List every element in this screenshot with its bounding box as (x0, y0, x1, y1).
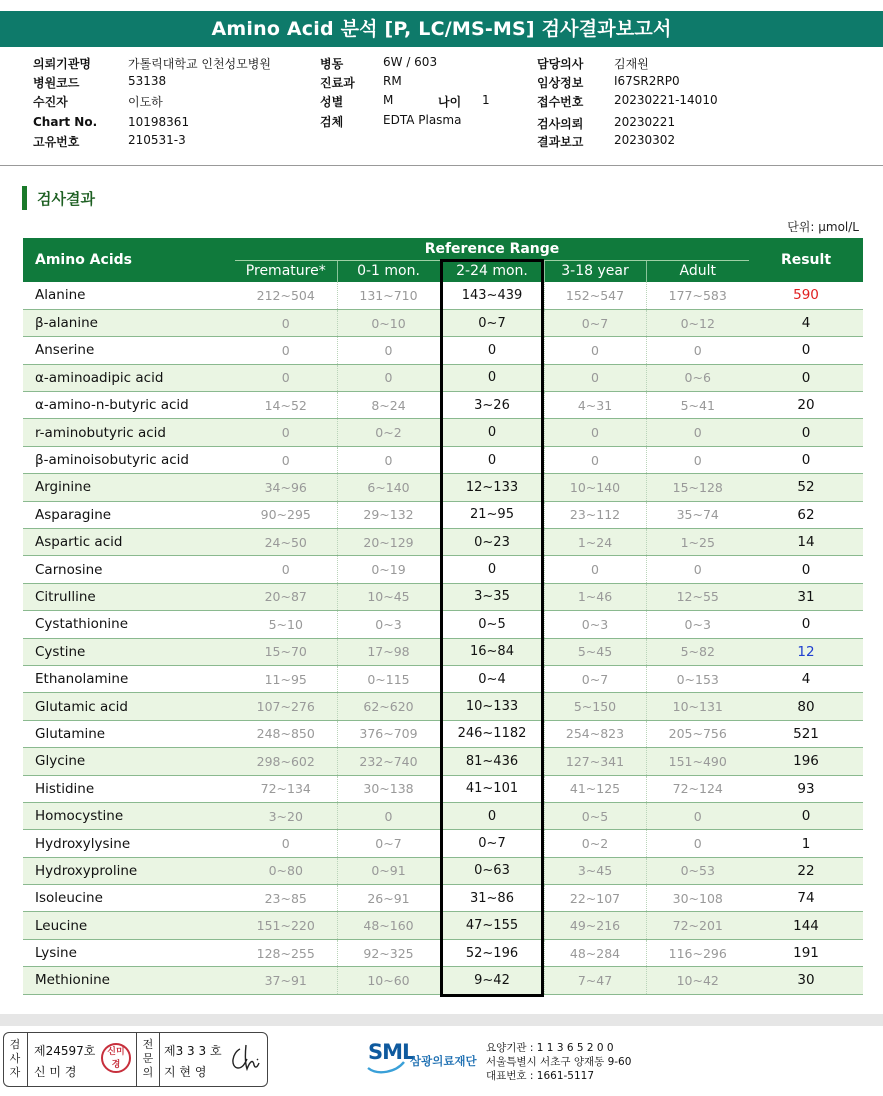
reference-range-cell: 0~7 (337, 830, 440, 857)
reference-range-cell: 12~55 (646, 583, 749, 610)
amino-acid-name: Cystine (23, 638, 235, 665)
reference-range-cell: 0~3 (337, 611, 440, 638)
amino-acid-name: Cystathionine (23, 611, 235, 638)
reference-range-cell: 72~201 (646, 912, 749, 939)
signature-box (3, 1032, 268, 1087)
amino-acid-name: Isoleucine (23, 885, 235, 912)
value-ward: 6W / 603 (383, 55, 438, 69)
header-range-adult: Adult (646, 260, 749, 282)
reference-range-cell: 0~53 (646, 857, 749, 884)
amino-acid-name: Hydroxylysine (23, 830, 235, 857)
table-row (23, 364, 863, 391)
header-range-premature: Premature* (235, 260, 337, 282)
table-row (23, 665, 863, 692)
reference-range-cell: 5~41 (646, 392, 749, 419)
table-row (23, 830, 863, 857)
result-value: 521 (749, 720, 863, 747)
label-age: 나이 (438, 95, 462, 109)
reference-range-cell: 254~823 (544, 720, 646, 747)
header-range-2-24-mon: 2-24 mon. (440, 260, 544, 282)
table-row (23, 802, 863, 829)
lab-info (486, 1041, 631, 1083)
result-value: 0 (749, 337, 863, 364)
reference-range-cell: 0 (646, 337, 749, 364)
reference-range-cell: 0~7 (440, 830, 544, 857)
reference-range-cell: 6~140 (337, 474, 440, 501)
reference-range-cell: 72~134 (235, 775, 337, 802)
value-chart-no: 10198361 (128, 115, 190, 129)
logo-mark: SML (368, 1040, 415, 1064)
reference-range-cell: 35~74 (646, 501, 749, 528)
reference-range-cell: 17~98 (337, 638, 440, 665)
reference-range-cell: 11~95 (235, 665, 337, 692)
result-value: 196 (749, 748, 863, 775)
reference-range-cell: 8~24 (337, 392, 440, 419)
header-range-0-1-mon: 0-1 mon. (337, 260, 440, 282)
reference-range-cell: 90~295 (235, 501, 337, 528)
result-value: 590 (749, 282, 863, 309)
reference-range-cell: 10~42 (646, 967, 749, 994)
reference-range-cell: 0 (235, 446, 337, 473)
label-clinical-info: 임상정보 (537, 76, 584, 90)
reference-range-cell: 0~4 (440, 665, 544, 692)
table-row (23, 885, 863, 912)
value-patient: 이도하 (128, 95, 163, 109)
result-value: 0 (749, 419, 863, 446)
result-value: 4 (749, 665, 863, 692)
reference-range-cell: 48~160 (337, 912, 440, 939)
reference-range-cell: 0 (646, 419, 749, 446)
label-ward: 병동 (320, 57, 344, 71)
value-doctor: 김재원 (614, 57, 649, 71)
lab-phone: 대표번호 : 1661-5117 (486, 1070, 595, 1082)
label-chart-no: Chart No. (33, 115, 98, 129)
reference-range-cell: 0 (235, 830, 337, 857)
reference-range-cell: 24~50 (235, 529, 337, 556)
value-clinical-info: I67SR2RP0 (614, 74, 680, 88)
table-row (23, 693, 863, 720)
reference-range-cell: 0~23 (440, 529, 544, 556)
reference-range-cell: 5~45 (544, 638, 646, 665)
footer-band (0, 1014, 883, 1026)
reference-range-cell: 0 (337, 802, 440, 829)
reference-range-cell: 0~91 (337, 857, 440, 884)
label-receipt-no: 접수번호 (537, 95, 584, 109)
amino-acid-name: Glutamine (23, 720, 235, 747)
reference-range-cell: 23~85 (235, 885, 337, 912)
reference-range-cell: 21~95 (440, 501, 544, 528)
report-title: Amino Acid 분석 [P, LC/MS-MS] 검사결과보고서 (0, 11, 883, 47)
result-value: 20 (749, 392, 863, 419)
amino-acid-name: Glutamic acid (23, 693, 235, 720)
reference-range-cell: 7~47 (544, 967, 646, 994)
inspector-license-no: 제24597호 (34, 1044, 96, 1058)
table-row (23, 857, 863, 884)
table-row (23, 912, 863, 939)
reference-range-cell: 0~63 (440, 857, 544, 884)
result-value: 0 (749, 802, 863, 829)
unit-label: 단위: μmol/L (787, 220, 859, 234)
reference-range-cell: 3~45 (544, 857, 646, 884)
reference-range-cell: 0 (544, 446, 646, 473)
reference-range-cell: 0 (544, 419, 646, 446)
reference-range-cell: 15~70 (235, 638, 337, 665)
reference-range-cell: 151~490 (646, 748, 749, 775)
inspector-vertical-label: 검 사 자 (9, 1038, 21, 1079)
result-value: 74 (749, 885, 863, 912)
amino-acid-name: α-amino-n-butyric acid (23, 392, 235, 419)
table-row (23, 282, 863, 309)
reference-range-cell: 0 (646, 556, 749, 583)
reference-range-cell: 0 (235, 309, 337, 336)
reference-range-cell: 0~3 (544, 611, 646, 638)
reference-range-cell: 143~439 (440, 282, 544, 309)
reference-range-cell: 49~216 (544, 912, 646, 939)
amino-acid-name: β-aminoisobutyric acid (23, 446, 235, 473)
reference-range-cell: 0 (440, 556, 544, 583)
label-doctor: 담당의사 (537, 57, 584, 71)
logo-name: 삼광의료재단 (410, 1054, 477, 1068)
result-value: 62 (749, 501, 863, 528)
reference-range-cell: 128~255 (235, 939, 337, 966)
reference-range-cell: 116~296 (646, 939, 749, 966)
amino-acid-name: Carnosine (23, 556, 235, 583)
result-value: 12 (749, 638, 863, 665)
reference-range-cell: 0~6 (646, 364, 749, 391)
result-value: 93 (749, 775, 863, 802)
label-department: 진료과 (320, 76, 355, 90)
value-request-date: 20230221 (614, 115, 676, 129)
result-value: 0 (749, 556, 863, 583)
amino-acid-name: Hydroxyproline (23, 857, 235, 884)
reference-range-cell: 22~107 (544, 885, 646, 912)
result-value: 80 (749, 693, 863, 720)
reference-range-cell: 0 (235, 556, 337, 583)
label-unique-no: 고유번호 (33, 135, 80, 149)
table-row (23, 775, 863, 802)
label-institution: 의뢰기관명 (33, 57, 91, 71)
reference-range-cell: 3~26 (440, 392, 544, 419)
result-value: 4 (749, 309, 863, 336)
header-divider (0, 165, 883, 166)
reference-range-cell: 12~133 (440, 474, 544, 501)
reference-range-cell: 37~91 (235, 967, 337, 994)
reference-range-cell: 10~133 (440, 693, 544, 720)
reference-range-cell: 127~341 (544, 748, 646, 775)
result-value: 0 (749, 446, 863, 473)
reference-range-cell: 15~128 (646, 474, 749, 501)
result-value: 14 (749, 529, 863, 556)
reference-range-cell: 29~132 (337, 501, 440, 528)
reference-range-cell: 30~108 (646, 885, 749, 912)
label-sex: 성별 (320, 95, 344, 109)
result-value: 0 (749, 611, 863, 638)
reference-range-cell: 0~10 (337, 309, 440, 336)
reference-range-cell: 0 (646, 802, 749, 829)
table-row (23, 419, 863, 446)
reference-range-cell: 34~96 (235, 474, 337, 501)
label-patient: 수진자 (33, 95, 68, 109)
reference-range-cell: 0~7 (544, 309, 646, 336)
result-value: 144 (749, 912, 863, 939)
reference-range-cell: 0~3 (646, 611, 749, 638)
result-value: 1 (749, 830, 863, 857)
reference-range-cell: 298~602 (235, 748, 337, 775)
reference-range-cell: 0 (440, 419, 544, 446)
table-row (23, 309, 863, 336)
reference-range-cell: 376~709 (337, 720, 440, 747)
reference-range-cell: 0 (235, 364, 337, 391)
amino-acid-name: Alanine (23, 282, 235, 309)
result-value: 30 (749, 967, 863, 994)
reference-range-cell: 5~10 (235, 611, 337, 638)
header-range-3-18-year: 3-18 year (544, 260, 646, 282)
reference-range-cell: 0 (440, 364, 544, 391)
reference-range-cell: 0~19 (337, 556, 440, 583)
table-row (23, 967, 863, 994)
reference-range-cell: 232~740 (337, 748, 440, 775)
specialist-license-no: 제3 3 3 호 (164, 1044, 222, 1058)
reference-range-cell: 0 (646, 446, 749, 473)
patient-info (0, 55, 883, 155)
value-institution: 가톨릭대학교 인천성모병원 (128, 57, 271, 71)
reference-range-cell: 0 (544, 556, 646, 583)
results-table (23, 238, 863, 995)
amino-acid-name: r-aminobutyric acid (23, 419, 235, 446)
table-row (23, 748, 863, 775)
reference-range-cell: 1~24 (544, 529, 646, 556)
reference-range-cell: 0 (440, 802, 544, 829)
reference-range-cell: 30~138 (337, 775, 440, 802)
sml-logo (368, 1040, 488, 1080)
reference-range-cell: 131~710 (337, 282, 440, 309)
reference-range-cell: 0~7 (544, 665, 646, 692)
reference-range-cell: 10~140 (544, 474, 646, 501)
reference-range-cell: 3~20 (235, 802, 337, 829)
reference-range-cell: 0 (235, 419, 337, 446)
amino-acid-name: Homocystine (23, 802, 235, 829)
reference-range-cell: 0~7 (440, 309, 544, 336)
reference-range-cell: 41~125 (544, 775, 646, 802)
reference-range-cell: 0 (337, 337, 440, 364)
table-row (23, 392, 863, 419)
header-reference-range: Reference Range (235, 238, 749, 260)
value-sex: M (383, 93, 394, 107)
reference-range-cell: 72~124 (646, 775, 749, 802)
reference-range-cell: 0 (235, 337, 337, 364)
reference-range-cell: 16~84 (440, 638, 544, 665)
label-hospital-code: 병원코드 (33, 76, 80, 90)
reference-range-cell: 0 (337, 364, 440, 391)
table-row (23, 474, 863, 501)
reference-range-cell: 0~12 (646, 309, 749, 336)
reference-range-cell: 81~436 (440, 748, 544, 775)
amino-acid-name: Citrulline (23, 583, 235, 610)
reference-range-cell: 92~325 (337, 939, 440, 966)
table-row (23, 446, 863, 473)
table-row (23, 939, 863, 966)
amino-acid-name: α-aminoadipic acid (23, 364, 235, 391)
reference-range-cell: 107~276 (235, 693, 337, 720)
reference-range-cell: 0~153 (646, 665, 749, 692)
value-report-date: 20230302 (614, 133, 676, 147)
reference-range-cell: 48~284 (544, 939, 646, 966)
reference-range-cell: 0 (440, 446, 544, 473)
reference-range-cell: 205~756 (646, 720, 749, 747)
value-specimen: EDTA Plasma (383, 113, 462, 127)
table-row (23, 583, 863, 610)
amino-acid-name: Ethanolamine (23, 665, 235, 692)
reference-range-cell: 1~25 (646, 529, 749, 556)
reference-range-cell: 152~547 (544, 282, 646, 309)
specialist-name: 지 현 영 (164, 1065, 207, 1079)
amino-acid-name: Histidine (23, 775, 235, 802)
reference-range-cell: 52~196 (440, 939, 544, 966)
reference-range-cell: 0 (440, 337, 544, 364)
amino-acid-name: Anserine (23, 337, 235, 364)
result-value: 31 (749, 583, 863, 610)
reference-range-cell: 26~91 (337, 885, 440, 912)
amino-acid-name: Methionine (23, 967, 235, 994)
reference-range-cell: 5~150 (544, 693, 646, 720)
reference-range-cell: 0~2 (337, 419, 440, 446)
label-request-date: 검사의뢰 (537, 117, 584, 131)
reference-range-cell: 20~129 (337, 529, 440, 556)
reference-range-cell: 10~60 (337, 967, 440, 994)
reference-range-cell: 0~2 (544, 830, 646, 857)
reference-range-cell: 246~1182 (440, 720, 544, 747)
amino-acid-name: Asparagine (23, 501, 235, 528)
reference-range-cell: 0~5 (544, 802, 646, 829)
section-title: 검사결과 (22, 186, 95, 210)
reference-range-cell: 9~42 (440, 967, 544, 994)
signature-icon (226, 1041, 266, 1075)
reference-range-cell: 177~583 (646, 282, 749, 309)
lab-address: 서울특별시 서초구 양재동 9-60 (486, 1056, 632, 1068)
value-age: 1 (482, 93, 490, 107)
amino-acid-name: Glycine (23, 748, 235, 775)
reference-range-cell: 0 (646, 830, 749, 857)
reference-range-cell: 212~504 (235, 282, 337, 309)
reference-range-cell: 0 (337, 446, 440, 473)
result-value: 0 (749, 364, 863, 391)
reference-range-cell: 0~115 (337, 665, 440, 692)
reference-range-cell: 3~35 (440, 583, 544, 610)
result-value: 22 (749, 857, 863, 884)
reference-range-cell: 4~31 (544, 392, 646, 419)
amino-acid-name: Lysine (23, 939, 235, 966)
value-hospital-code: 53138 (128, 74, 167, 88)
amino-acid-name: Arginine (23, 474, 235, 501)
table-row (23, 337, 863, 364)
lab-code: 요양기관 : 1 1 3 6 5 2 0 0 (486, 1042, 614, 1054)
result-value: 52 (749, 474, 863, 501)
reference-range-cell: 0 (544, 337, 646, 364)
table-row (23, 501, 863, 528)
label-report-date: 결과보고 (537, 135, 584, 149)
amino-acid-name: Aspartic acid (23, 529, 235, 556)
reference-range-cell: 0~5 (440, 611, 544, 638)
value-unique-no: 210531-3 (128, 133, 186, 147)
label-specimen: 검체 (320, 115, 344, 129)
reference-range-cell: 5~82 (646, 638, 749, 665)
reference-range-cell: 151~220 (235, 912, 337, 939)
reference-range-cell: 248~850 (235, 720, 337, 747)
reference-range-cell: 0~80 (235, 857, 337, 884)
table-row (23, 638, 863, 665)
reference-range-cell: 20~87 (235, 583, 337, 610)
reference-range-cell: 31~86 (440, 885, 544, 912)
header-amino-acids: Amino Acids (23, 238, 235, 282)
reference-range-cell: 0 (544, 364, 646, 391)
inspector-seal-icon: 신미경 (101, 1043, 131, 1073)
reference-range-cell: 14~52 (235, 392, 337, 419)
reference-range-cell: 62~620 (337, 693, 440, 720)
reference-range-cell: 1~46 (544, 583, 646, 610)
reference-range-cell: 47~155 (440, 912, 544, 939)
reference-range-cell: 41~101 (440, 775, 544, 802)
value-department: RM (383, 74, 402, 88)
specialist-vertical-label: 전 문 의 (142, 1038, 154, 1079)
inspector-name: 신 미 경 (34, 1065, 77, 1079)
reference-range-cell: 10~131 (646, 693, 749, 720)
value-receipt-no: 20230221-14010 (614, 93, 718, 107)
header-result: Result (749, 238, 863, 282)
reference-range-cell: 23~112 (544, 501, 646, 528)
table-row (23, 611, 863, 638)
result-value: 191 (749, 939, 863, 966)
table-row (23, 529, 863, 556)
table-row (23, 556, 863, 583)
reference-range-cell: 10~45 (337, 583, 440, 610)
table-row (23, 720, 863, 747)
amino-acid-name: Leucine (23, 912, 235, 939)
amino-acid-name: β-alanine (23, 309, 235, 336)
